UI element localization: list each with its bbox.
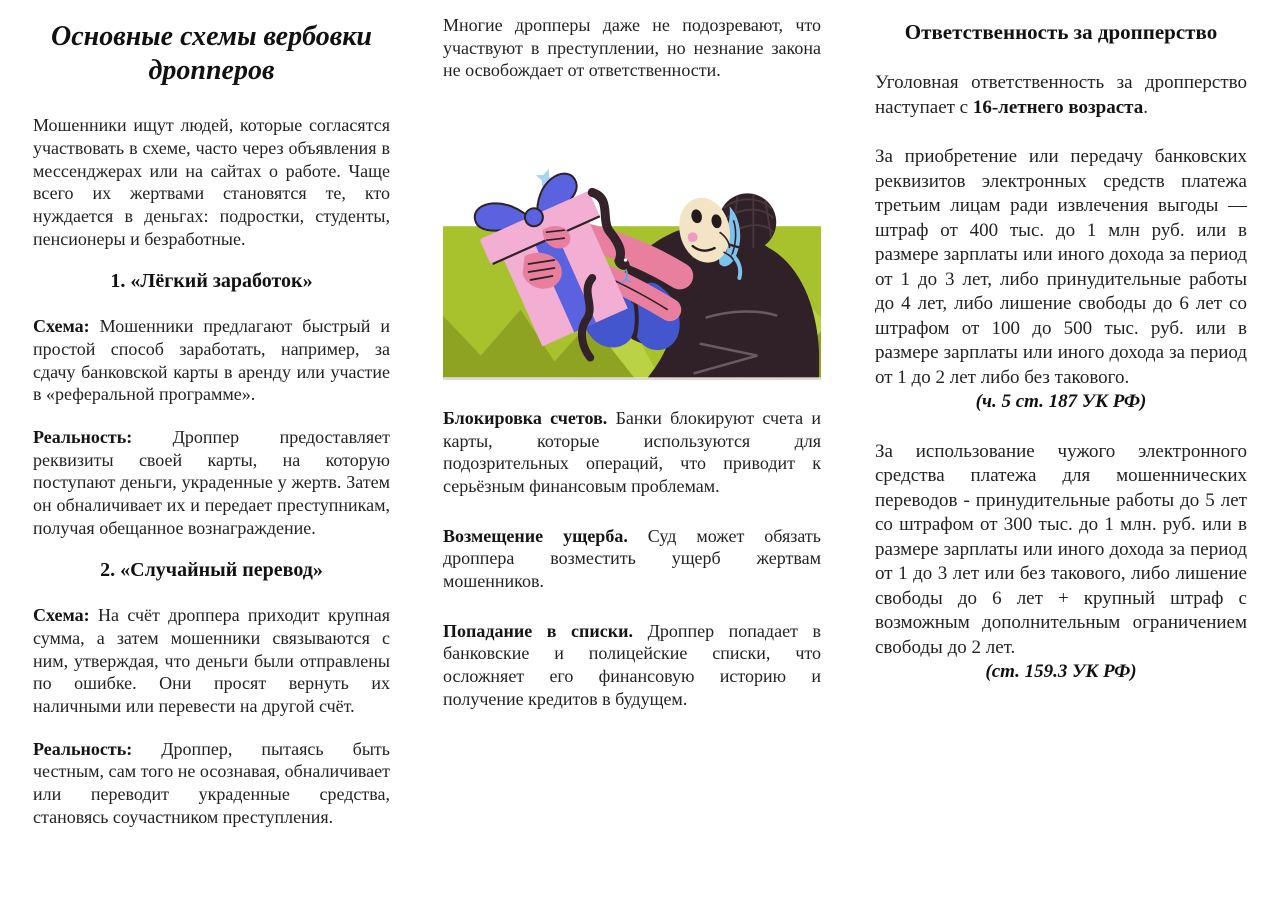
age-text-suffix: . <box>1143 96 1148 118</box>
reality-label: Реальность: <box>33 427 173 448</box>
article-159-text: За использование чужого электронного средства платежа для мошеннических переводов - принудительные работы до 5 лет со штрафом от 300 тыс. до 1 млн. руб. или в размере зарплаты или иного дохода за период от 1 до 3 лет или без такового, либо лишение свободы до 6 лет + крупный штраф с возможным дополнительным ограничением свободы до 2 лет. <box>875 440 1247 658</box>
consequence-label: Блокировка счетов. <box>443 408 616 429</box>
left-intro-paragraph: Мошенники ищут людей, которые согласятся участвовать в схеме, часто через объявления в мессенджерах или на сайтах о работе. Чаще всего их жертвами становятся те, кто нуждается в деньгах: подростки, студенты, пенсионеры и безработные. <box>33 115 390 249</box>
snake-eye <box>624 258 627 261</box>
section-1-scheme-paragraph <box>33 315 390 406</box>
scheme-label: Схема: <box>33 316 100 337</box>
consequence-text: Дроппер попадает в банковские и полицейские списки, что осложняет его финансовую историю и получение кредитов в будущем. <box>443 620 821 709</box>
reality-label: Реальность: <box>33 738 162 759</box>
column-left <box>33 12 390 848</box>
section-2-reality-paragraph <box>33 738 390 829</box>
page-title: Основные схемы вербовки дропперов <box>51 21 372 87</box>
section-1-heading: 1. «Лёгкий заработок» <box>110 270 313 293</box>
gift-illustration <box>443 160 821 380</box>
mask-cheek <box>688 232 698 242</box>
consequence-damages-paragraph <box>443 525 821 593</box>
scheme-text: На счёт дроппера приходит крупная сумма, а затем мошенники связываются с ним, утверждая, что деньги были отправлены по ошибке. Они просят вернуть их наличными или перевести на другой счёт. <box>33 605 390 717</box>
article-187-reference: (ч. 5 ст. 187 УК РФ) <box>975 391 1147 412</box>
age-paragraph <box>875 71 1247 120</box>
column-right <box>875 14 1247 710</box>
middle-intro-paragraph: Многие дропперы даже не подозревают, что участвуют в преступлении, но незнание закона не освобождает от ответственности. <box>443 15 821 81</box>
article-159 <box>875 440 1247 685</box>
section-2-heading: 2. «Случайный перевод» <box>100 559 323 582</box>
column-middle <box>443 14 821 737</box>
reality-text: Дроппер предоставляет реквизиты своей карты, на которую поступают деньги, украденные у жертв. Затем он обналичивает их и передает преступникам, получая обещанное вознаграждение. <box>33 427 390 538</box>
section-1-reality-paragraph <box>33 426 390 539</box>
scheme-label: Схема: <box>33 605 98 626</box>
consequence-blocking-paragraph <box>443 407 821 498</box>
scheme-text: Мошенники предлагают быстрый и простой способ заработать, например, за сдачу банковской карты в аренду или участие в «реферальной программе». <box>33 316 390 405</box>
reality-text: Дроппер, пытаясь быть честным, сам того не осознавая, обналичивает или переводит украденные средства, становясь соучастником преступления. <box>33 738 390 827</box>
consequence-text: Банки блокируют счета и карты, которые используются для подозрительных операций, что приводит к серьёзным финансовым проблемам. <box>443 408 821 497</box>
consequence-label: Возмещение ущерба. <box>443 525 648 546</box>
section-2-scheme-paragraph <box>33 604 390 717</box>
gift-illustration-svg <box>443 160 821 378</box>
article-187-text: За приобретение или передачу банковских реквизитов электронных средств платежа третьим лицам ради извлечения выгоды — штраф от 400 тыс. до 1 млн руб. или в размере зарплаты или иного дохода за период от 1 до 3 лет, либо принудительные работы до 4 лет, либо лишение свободы до 6 лет со штрафом от 100 до 500 тыс. руб. или в размере зарплаты или иного дохода за период от 1 до 2 лет либо без такового. <box>875 146 1247 388</box>
article-159-reference: (ст. 159.3 УК РФ) <box>985 661 1137 682</box>
consequence-blacklist-paragraph <box>443 620 821 711</box>
article-187 <box>875 145 1247 415</box>
responsibility-heading: Ответственность за дропперство <box>904 20 1218 44</box>
consequence-label: Попадание в списки. <box>443 620 648 641</box>
consequence-text: Суд может обязать дроппера возместить ущерб жертвам мошенников. <box>443 525 821 592</box>
age-bold: 16-летнего возраста <box>972 96 1144 118</box>
age-text-prefix: Уголовная ответственность за дропперство наступает с <box>875 72 1247 118</box>
